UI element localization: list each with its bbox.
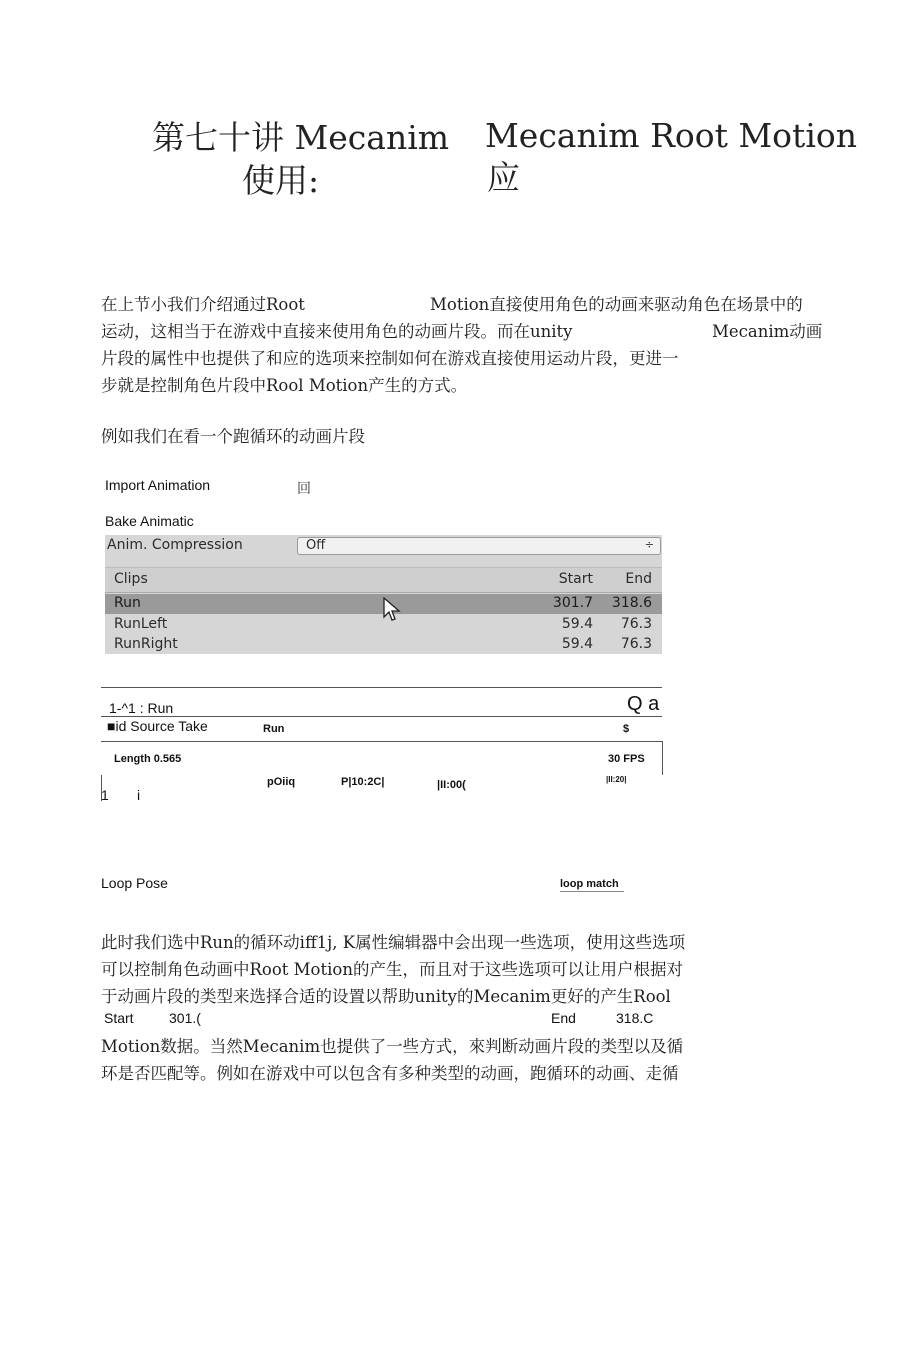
para2-line3: 于动画片段的类型来选择合适的设置以帮助unity的Mecanim更好的产生Rool <box>101 987 671 1006</box>
inspector-right-border <box>662 741 663 775</box>
clips-panel <box>105 535 662 654</box>
inspector-divider-3 <box>101 741 662 742</box>
dropdown-arrow-icon: ÷ <box>644 538 654 551</box>
title-part2-line2: 应 <box>487 158 520 197</box>
clip-fps: 30 FPS <box>608 753 645 765</box>
para2-line1: 此时我们选中Run的循环动iff1j, K属性编辑器中会出现一些选项，使用这些选项 <box>101 933 686 952</box>
example-line: 例如我们在看一个跑循环的动画片段 <box>101 427 365 446</box>
para1-line4: 步就是控制角色片段中Rool Motion产生的方式。 <box>101 376 468 395</box>
end-label: End <box>551 1010 576 1026</box>
start-value[interactable]: 301.( <box>169 1010 201 1026</box>
title-part1-line1: 第七十讲 Mecanim <box>152 118 450 157</box>
clip-row-runright[interactable] <box>105 635 662 654</box>
anim-compression-value: Off <box>306 538 326 553</box>
mouse-cursor-icon <box>382 597 402 623</box>
timeline-tick-3: |II:00( <box>437 779 466 791</box>
clip-end: 76.3 <box>620 636 652 652</box>
loop-pose-label: Loop Pose <box>101 875 168 891</box>
loop-match-label: loop match <box>560 878 619 890</box>
anim-compression-label: Anim. Compression <box>107 537 243 553</box>
clip-length: Length 0.565 <box>114 753 182 765</box>
para1-line1b: Motion直接使用角色的动画来驱动角色在场景中的 <box>430 295 803 314</box>
timeline-tick-4: |II:20| <box>606 775 627 784</box>
clips-header-end: End <box>625 571 652 587</box>
inspector-icons[interactable]: Q a <box>627 693 660 715</box>
title-part1-line2: 使用: <box>242 161 320 200</box>
start-label: Start <box>104 1010 134 1026</box>
clips-header-start: Start <box>558 571 593 587</box>
para3-line2: 环是否匹配等。例如在游戏中可以包含有多种类型的动画，跑循环的动画、走循 <box>101 1064 679 1083</box>
clip-title: 1-^1 : Run <box>109 700 174 716</box>
para1-line2b: Mecanim动画 <box>712 322 823 341</box>
clip-name: RunRight <box>114 636 178 652</box>
para1-line1a: 在上节小我们介绍通过Root <box>101 295 305 314</box>
para3-line1: Motion数据。当然Mecanim也提供了一些方式，來判断动画片段的类型以及循 <box>101 1037 684 1056</box>
clip-name: Run <box>114 595 141 611</box>
import-animation-checkbox[interactable]: 回 <box>297 481 311 497</box>
source-take-value[interactable]: Run <box>263 723 285 735</box>
bake-animation-label: Bake Animatic <box>105 513 194 529</box>
para1-line3: 片段的属性中也提供了和应的选项来控制如何在游戏直接使用运动片段，更进一 <box>101 349 679 368</box>
timeline-tick-1: pOiiq <box>267 776 296 788</box>
clip-end: 318.6 <box>611 595 652 611</box>
source-take-label: ■id Source Take <box>107 718 208 734</box>
clip-start: 59.4 <box>561 616 593 632</box>
clip-name: RunLeft <box>114 616 168 632</box>
clip-start: 59.4 <box>561 636 593 652</box>
clip-end: 76.3 <box>620 616 652 632</box>
para2-line2: 可以控制角色动画中Root Motion的产生，而且对于这些选项可以让用户根据对 <box>101 960 683 979</box>
para1-line2a: 运动，这相当于在游戏中直接来使用角色的动画片段。而在unity <box>101 322 573 341</box>
title-part2-line1: Mecanim Root Motion <box>485 116 857 155</box>
anim-compression-dropdown[interactable] <box>297 537 661 555</box>
clip-start: 301.7 <box>552 595 593 611</box>
timeline-left-b: i <box>137 787 141 803</box>
clips-header-name: Clips <box>114 571 148 587</box>
source-take-arrow-icon[interactable]: $ <box>623 723 630 735</box>
clips-header <box>105 567 662 593</box>
end-value[interactable]: 318.C <box>616 1010 654 1026</box>
inspector-divider-2 <box>101 716 662 717</box>
timeline-left-a: 1 <box>101 787 109 803</box>
import-animation-label: Import Animation <box>105 477 211 493</box>
timeline-tick-2: P|10:2C| <box>341 776 385 788</box>
loop-match-underline <box>560 891 624 892</box>
inspector-top-divider <box>101 687 662 688</box>
